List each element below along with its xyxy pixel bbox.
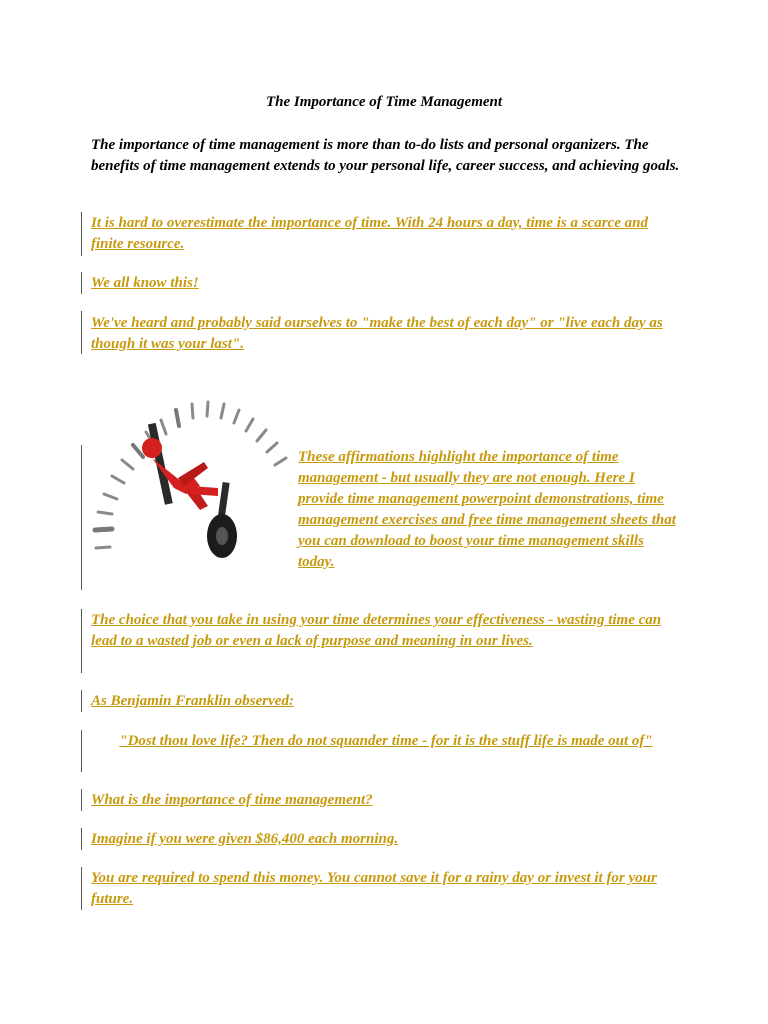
paragraph-hyperlink-6[interactable]: As Benjamin Franklin observed:	[91, 693, 294, 709]
paragraph-hyperlink-3[interactable]: We've heard and probably said ourselves to "make the best of each day" or "live each day as though it was your last".	[91, 315, 663, 352]
change-bar	[81, 609, 82, 673]
change-bar	[81, 690, 82, 712]
change-bar	[81, 445, 82, 590]
intro-paragraph: The importance of time management is more than to-do lists and personal organizers. The benefits of time management extends to your personal life, career success, and achieving goals.	[91, 137, 680, 174]
paragraph-hyperlink-9[interactable]: You are required to spend this money. You cannot save it for a rainy day or invest it for your future.	[91, 870, 657, 907]
change-bar	[81, 828, 82, 850]
change-bar	[81, 789, 82, 811]
change-bar	[81, 867, 82, 910]
paragraph-hyperlink-4[interactable]: These affirmations highlight the importance of time management - but usually they are not enough. Here I provide time management powerpoint demonstrations, time management exercises and free time management sheets that you can download to boost your time management skills today.	[298, 449, 676, 570]
paragraph-hyperlink-2[interactable]: We all know this!	[91, 275, 199, 291]
paragraph-hyperlink-8[interactable]: Imagine if you were given $86,400 each morning.	[91, 831, 399, 847]
franklin-quote[interactable]: "Dost thou love life? Then do not squander time - for it is the stuff life is made out of"	[119, 733, 653, 749]
paragraph-hyperlink-1[interactable]: It is hard to overestimate the importance of time. With 24 hours a day, time is a scarce and finite resource.	[91, 215, 648, 252]
change-bar	[81, 311, 82, 354]
paragraph-hyperlink-7[interactable]: What is the importance of time management?	[91, 792, 373, 808]
change-bar	[81, 212, 82, 256]
document-title: The Importance of Time Management	[265, 94, 503, 110]
change-bar	[81, 730, 82, 772]
clock-gauge-with-figure-illustration-icon	[86, 390, 296, 570]
paragraph-hyperlink-5[interactable]: The choice that you take in using your time determines your effectiveness - wasting time can lead to a wasted job or even a lack of purpose and meaning in our lives.	[91, 612, 662, 649]
change-bar	[81, 272, 82, 294]
